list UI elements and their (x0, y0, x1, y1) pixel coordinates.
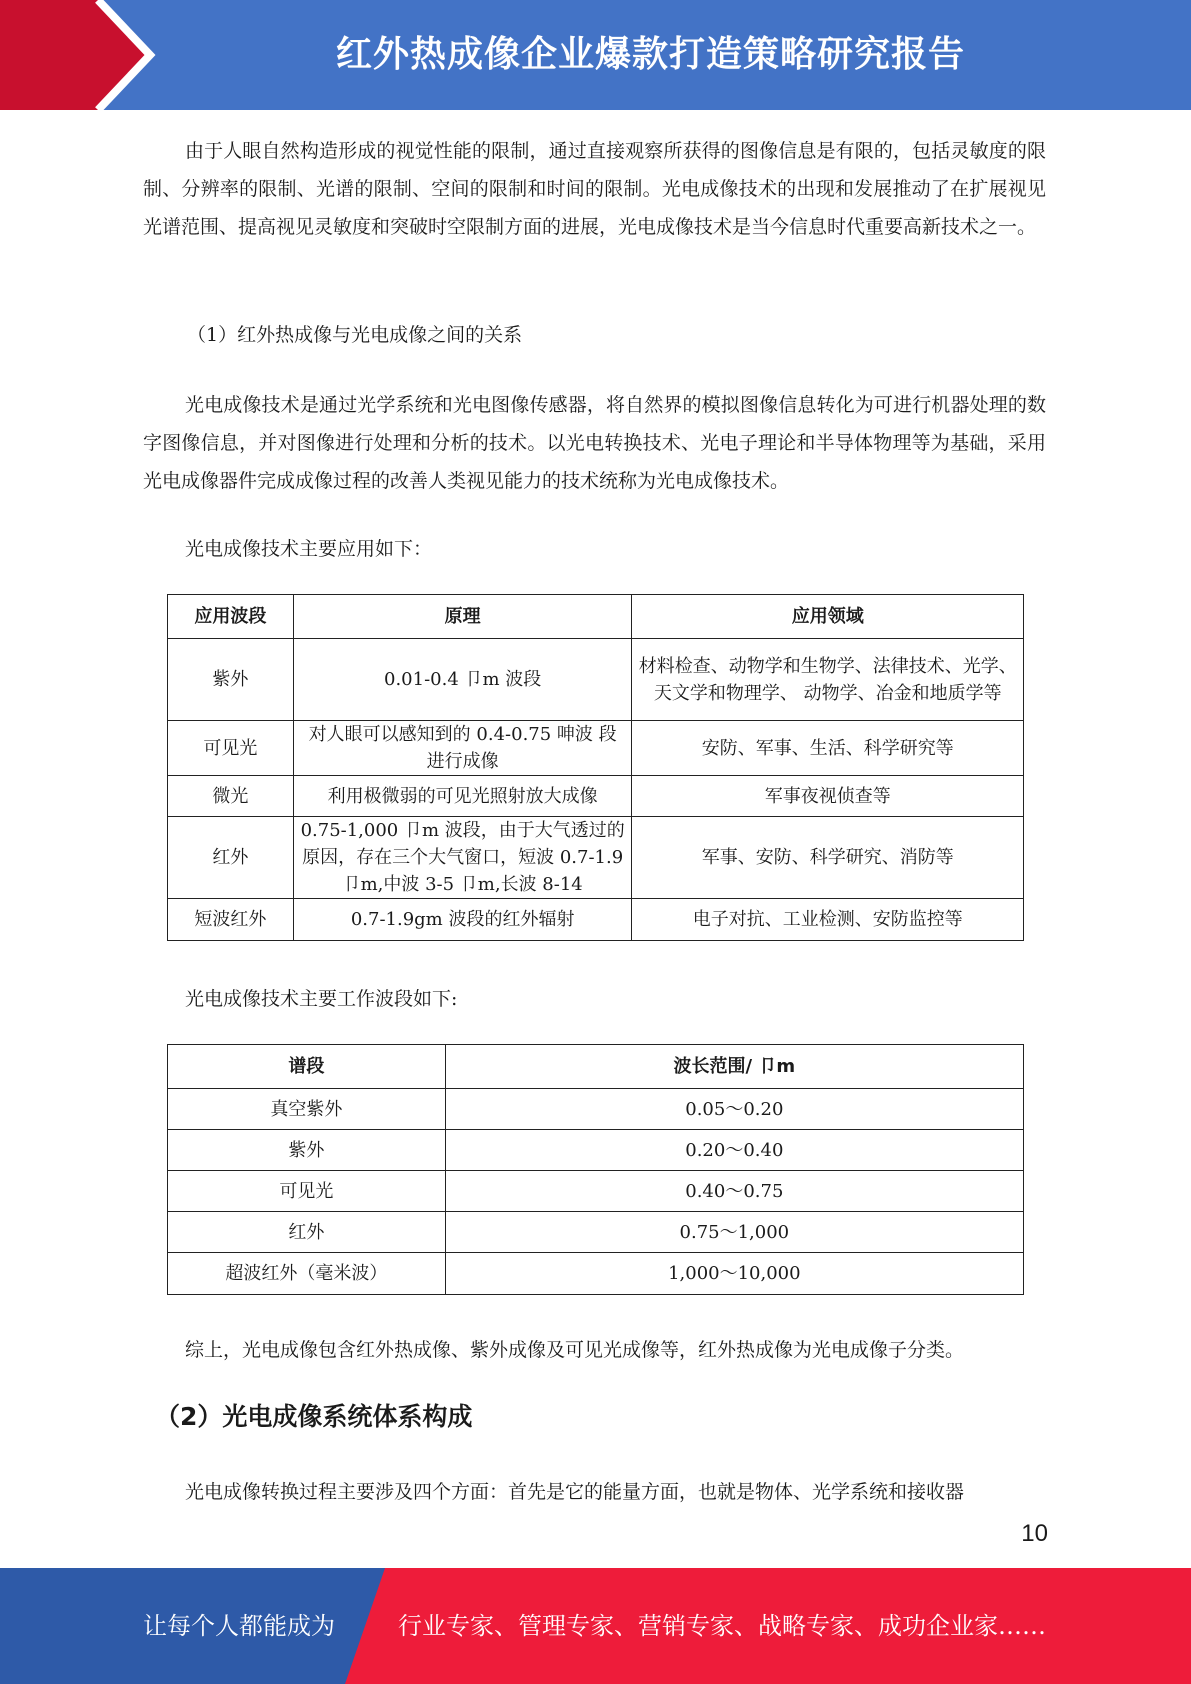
table-cell: 可见光 (168, 721, 294, 776)
column-header: 应用波段 (168, 595, 294, 639)
table-row (168, 639, 1024, 721)
application-table (167, 594, 1024, 941)
table-cell: 微光 (168, 776, 294, 817)
last-paragraph: 光电成像转换过程主要涉及四个方面：首先是它的能量方面，也就是物体、光学系统和接收器 (185, 1481, 965, 1503)
table1-intro: 光电成像技术主要应用如下： (185, 538, 433, 560)
column-header: 谱段 (168, 1045, 446, 1089)
table-cell: 短波红外 (168, 899, 294, 941)
column-header: 波长范围/ 卩m (445, 1045, 1023, 1089)
intro-paragraph: 由于人眼自然构造形成的视觉性能的限制，通过直接观察所获得的图像信息是有限的，包括灵敏度的限制、分辨率的限制、光谱的限制、空间的限制和时间的限制。光电成像技术的出现和发展推动了在扩展视见光谱范围、提高视见灵敏度和突破时空限制方面的进展，光电成像技术是当今信息时代重要高新技术之一。 (143, 140, 1046, 238)
table-header-row (168, 595, 1024, 639)
table-cell: 利用极微弱的可见光照射放大成像 (293, 776, 632, 817)
table-row (168, 817, 1024, 899)
page-number: 10 (1021, 1520, 1048, 1547)
table-row (168, 721, 1024, 776)
table-cell: 0.40～0.75 (445, 1171, 1023, 1212)
table-cell: 1,000～10,000 (445, 1253, 1023, 1295)
section-heading: （2）光电成像系统体系构成 (155, 1402, 473, 1431)
table-cell: 紫外 (168, 639, 294, 721)
table-cell: 0.7-1.9gm 波段的红外辐射 (293, 899, 632, 941)
page-footer (0, 1568, 1191, 1684)
summary-paragraph: 综上，光电成像包含红外热成像、紫外成像及可见光成像等，红外热成像为光电成像子分类。 (185, 1339, 965, 1361)
table-cell: 0.75-1,000 卩m 波段，由于大气透过的原因，存在三个大气窗口，短波 0.7-1.9 卩m,中波 3-5 卩m,长波 8-14 (293, 817, 632, 899)
table-cell: 材料检查、动物学和生物学、法律技术、光学、天文学和物理学、 动物学、冶金和地质学等 (632, 639, 1024, 721)
report-title: 红外热成像企业爆款打造策略研究报告 (335, 34, 965, 75)
header-arrow-decoration (0, 0, 260, 110)
table-cell: 电子对抗、工业检测、安防监控等 (632, 899, 1024, 941)
table-row (168, 776, 1024, 817)
table-cell: 可见光 (168, 1171, 446, 1212)
footer-slogan-right: 行业专家、管理专家、营销专家、战略专家、成功企业家…… (398, 1612, 1046, 1640)
column-header: 原理 (293, 595, 632, 639)
footer-slogan-left: 让每个人都能成为 (143, 1612, 335, 1640)
table-cell: 0.05～0.20 (445, 1089, 1023, 1130)
subheading-relationship: （1）红外热成像与光电成像之间的关系 (187, 324, 523, 346)
column-header: 应用领域 (632, 595, 1024, 639)
table-cell: 对人眼可以感知到的 0.4-0.75 呻波 段进行成像 (293, 721, 632, 776)
table2-intro: 光电成像技术主要工作波段如下: (185, 988, 458, 1010)
table-row (168, 1253, 1024, 1295)
table-row (168, 1212, 1024, 1253)
paragraph-2: 光电成像技术是通过光学系统和光电图像传感器，将自然界的模拟图像信息转化为可进行机器处理的数字图像信息，并对图像进行处理和分析的技术。以光电转换技术、光电子理论和半导体物理等为基础，采用光电成像器件完成成像过程的改善人类视见能力的技术统称为光电成像技术。 (143, 394, 1046, 492)
table-cell: 0.01-0.4 卩m 波段 (293, 639, 632, 721)
table-cell: 军事、安防、科学研究、消防等 (632, 817, 1024, 899)
table-header-row (168, 1045, 1024, 1089)
page-header (0, 0, 1191, 110)
table-cell: 真空紫外 (168, 1089, 446, 1130)
table-cell: 超波红外（毫米波） (168, 1253, 446, 1295)
table-cell: 红外 (168, 1212, 446, 1253)
table-row (168, 1089, 1024, 1130)
wavelength-table (167, 1044, 1024, 1295)
table-row (168, 1171, 1024, 1212)
table-cell: 军事夜视侦查等 (632, 776, 1024, 817)
intro-paragraph-block (143, 132, 1046, 246)
table-row (168, 899, 1024, 941)
table-cell: 安防、军事、生活、科学研究等 (632, 721, 1024, 776)
table-cell: 0.20～0.40 (445, 1130, 1023, 1171)
table-cell: 紫外 (168, 1130, 446, 1171)
last-paragraph-block (143, 1473, 1046, 1511)
table-cell: 红外 (168, 817, 294, 899)
table-cell: 0.75～1,000 (445, 1212, 1023, 1253)
table-row (168, 1130, 1024, 1171)
paragraph-2-block (143, 386, 1046, 500)
